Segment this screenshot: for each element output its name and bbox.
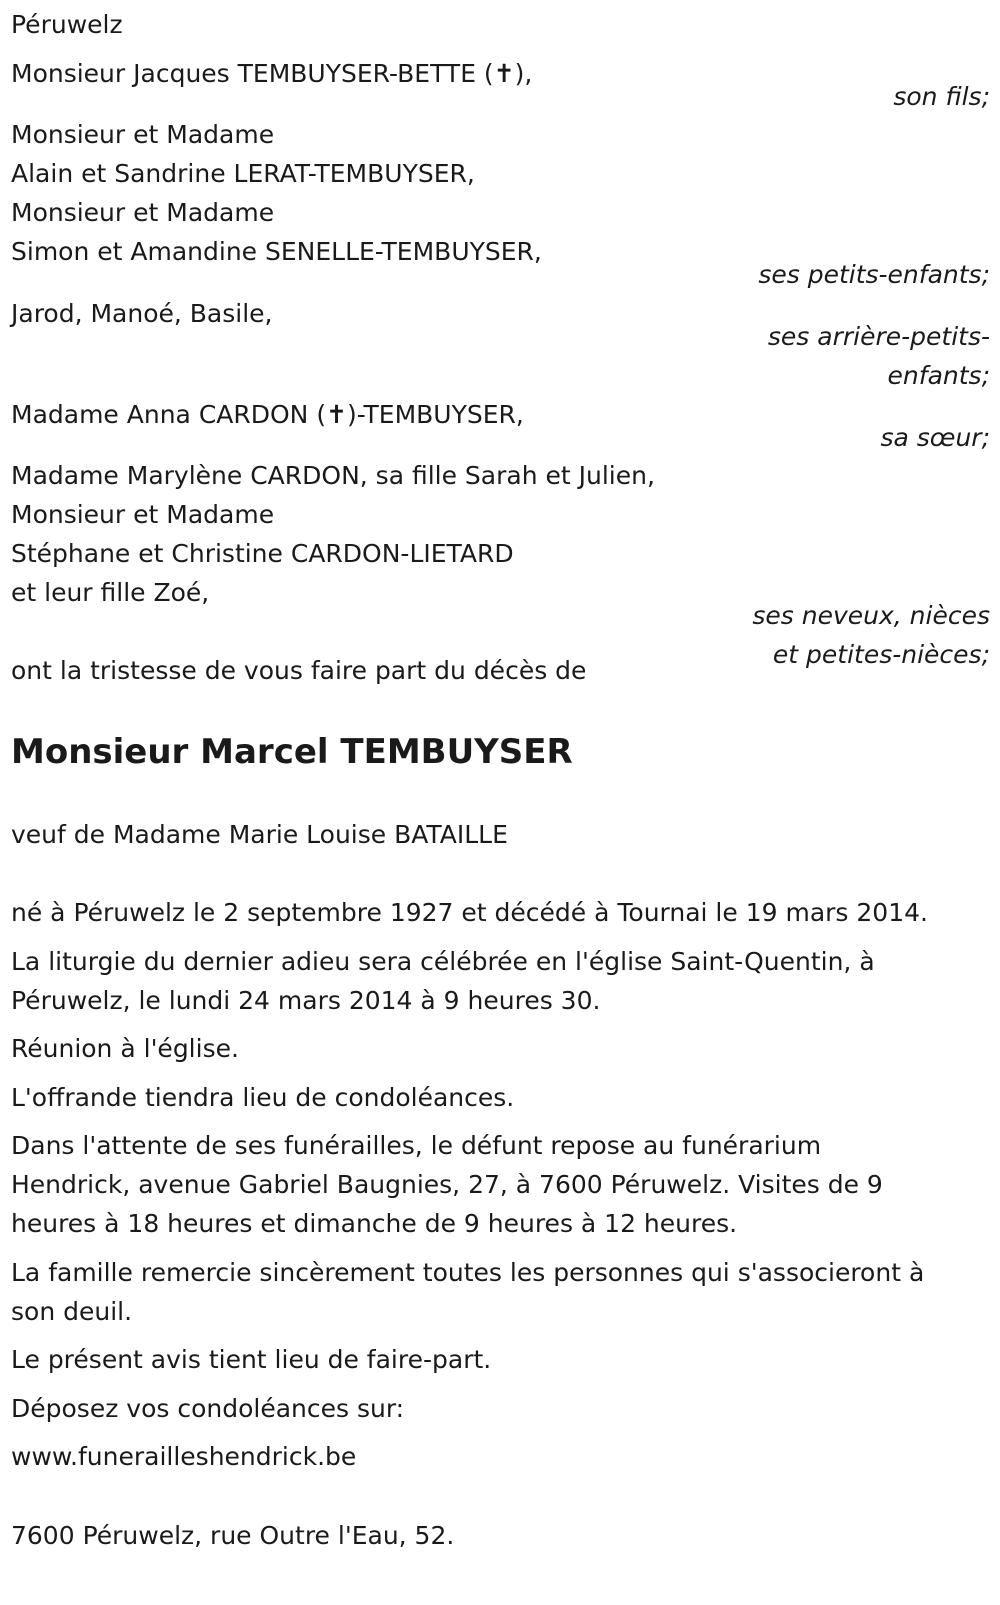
sister-name: Madame Anna CARDON (✝)-TEMBUYSER,: [11, 400, 524, 429]
liturgy-line-2: Péruwelz, le lundi 24 mars 2014 à 9 heures 30.: [11, 986, 601, 1015]
condolences-label: Déposez vos condoléances sur:: [11, 1394, 405, 1423]
liturgy-line-1: La liturgie du dernier adieu sera célébrée en l'église Saint-Quentin, à: [11, 947, 875, 976]
thanks-line-1: La famille remercie sincèrement toutes les personnes qui s'associeront à: [11, 1258, 925, 1287]
thanks-line-2: son deuil.: [11, 1297, 133, 1326]
notice-text: Le présent avis tient lieu de faire-part.: [11, 1345, 492, 1374]
funerarium-line-1: Dans l'attente de ses funérailles, le défunt repose au funérarium: [11, 1131, 822, 1160]
grandchildren-line-4: Simon et Amandine SENELLE-TEMBUYSER,: [11, 237, 542, 266]
funerarium-line-2: Hendrick, avenue Gabriel Baugnies, 27, à 7600 Péruwelz. Visites de 9: [11, 1170, 883, 1199]
address-text: 7600 Péruwelz, rue Outre l'Eau, 52.: [11, 1521, 455, 1550]
great-grandchildren-role-line-1: ses arrière-petits-: [767, 322, 990, 351]
announcement-text: ont la tristesse de vous faire part du décès de: [11, 656, 587, 685]
sister-role: sa sœur;: [880, 423, 990, 452]
great-grandchildren-role-line-2: enfants;: [887, 361, 990, 390]
widower-text: veuf de Madame Marie Louise BATAILLE: [11, 820, 508, 849]
nephews-line-4: et leur fille Zoé,: [11, 578, 210, 607]
meeting-text: Réunion à l'église.: [11, 1034, 239, 1063]
son-role: son fils;: [893, 82, 990, 111]
city-header: Péruwelz: [11, 10, 123, 39]
great-grandchildren-names: Jarod, Manoé, Basile,: [11, 299, 273, 328]
offering-text: L'offrande tiendra lieu de condoléances.: [11, 1083, 515, 1112]
nephews-role-line-1: ses neveux, nièces: [752, 601, 990, 630]
grandchildren-line-3: Monsieur et Madame: [11, 198, 275, 227]
funerarium-line-3: heures à 18 heures et dimanche de 9 heures à 12 heures.: [11, 1209, 738, 1238]
nephews-line-2: Monsieur et Madame: [11, 500, 275, 529]
grandchildren-line-1: Monsieur et Madame: [11, 120, 275, 149]
deceased-name: Monsieur Marcel TEMBUYSER: [11, 732, 573, 772]
nephews-role-line-2: et petites-nièces;: [772, 640, 990, 669]
grandchildren-role: ses petits-enfants;: [758, 260, 990, 289]
birth-death-text: né à Péruwelz le 2 septembre 1927 et décédé à Tournai le 19 mars 2014.: [11, 898, 928, 927]
website-link[interactable]: www.funerailleshendrick.be: [11, 1442, 357, 1471]
son-name: Monsieur Jacques TEMBUYSER-BETTE (✝),: [11, 59, 533, 88]
nephews-line-3: Stéphane et Christine CARDON-LIETARD: [11, 539, 514, 568]
nephews-line-1: Madame Marylène CARDON, sa fille Sarah et Julien,: [11, 461, 655, 490]
grandchildren-line-2: Alain et Sandrine LERAT-TEMBUYSER,: [11, 159, 475, 188]
